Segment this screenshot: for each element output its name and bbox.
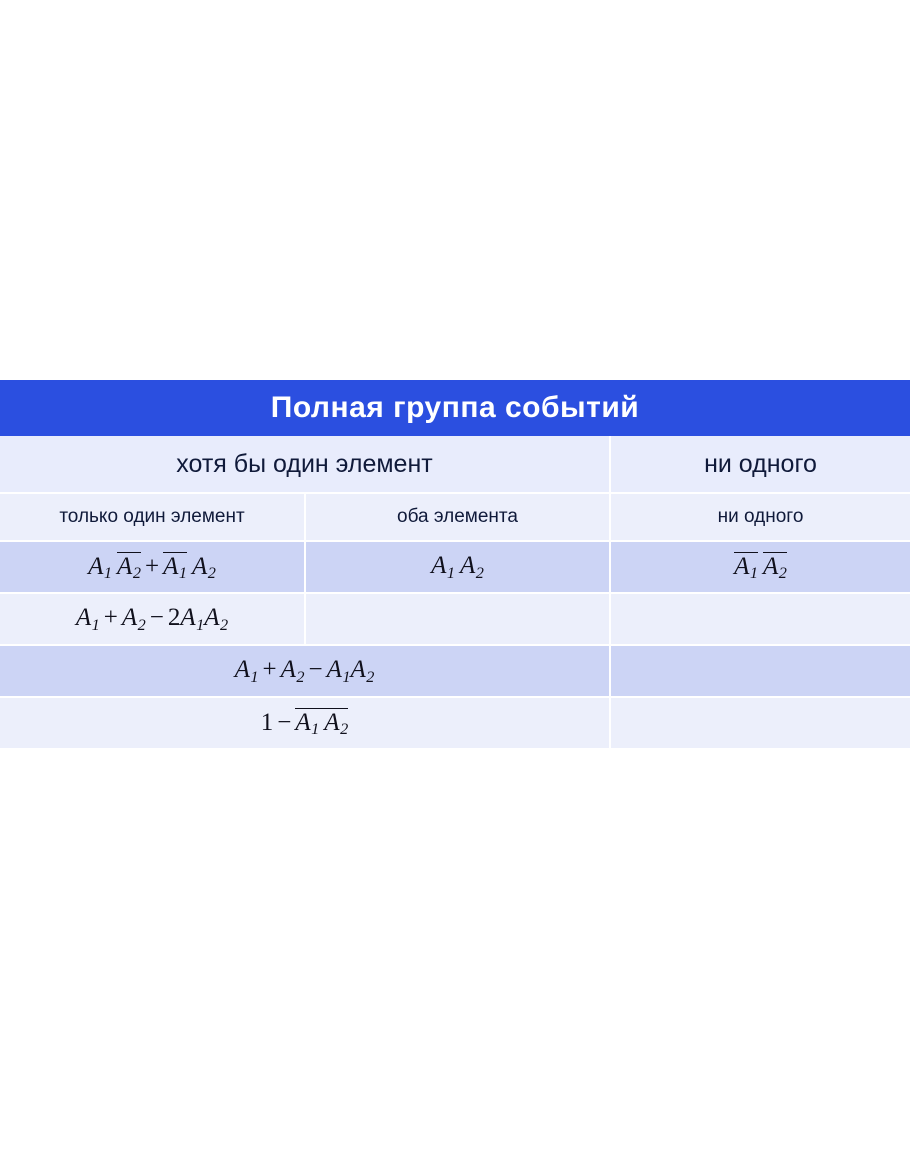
sub-header-only-one: только один элемент <box>0 493 305 541</box>
group-header-row <box>0 436 910 493</box>
math-expression: $A_1$ $A_2 + A_1$ $A_2$ <box>88 552 216 583</box>
math-expression: $A_1$ $A_2$ <box>734 552 787 583</box>
event-table-container <box>0 380 910 750</box>
formula-at-least-one <box>0 645 610 697</box>
sub-header-both: оба элемента <box>305 493 610 541</box>
math-expression: $A_1 + A_2 - 2A_1A_2$ <box>75 604 229 634</box>
formula-row-3 <box>0 645 910 697</box>
formula-only-one-alt <box>0 593 305 645</box>
group-header-none: ни одного <box>610 436 910 493</box>
formula-row-2 <box>0 593 910 645</box>
math-expression: $A_1 + A_2 - A_1A_2$ <box>234 656 375 686</box>
formula-at-least-one-complement <box>0 697 610 749</box>
formula-blank-cell <box>610 697 910 749</box>
formula-both <box>305 541 610 593</box>
formula-row-4 <box>0 697 910 749</box>
formula-row-1 <box>0 541 910 593</box>
formula-only-one-exact <box>0 541 305 593</box>
math-expression: $1 - A_1$ $A_2$ <box>260 708 349 739</box>
math-expression: $A_1$ $A_2$ <box>431 552 484 582</box>
formula-blank-cell <box>305 593 610 645</box>
formula-none <box>610 541 910 593</box>
formula-blank-cell <box>610 645 910 697</box>
full-group-of-events-table <box>0 380 910 750</box>
formula-blank-cell <box>610 593 910 645</box>
sub-header-none: ни одного <box>610 493 910 541</box>
sub-header-row <box>0 493 910 541</box>
table-title-row <box>0 380 910 436</box>
table-title: Полная группа событий <box>0 380 910 436</box>
group-header-at-least-one: хотя бы один элемент <box>0 436 610 493</box>
